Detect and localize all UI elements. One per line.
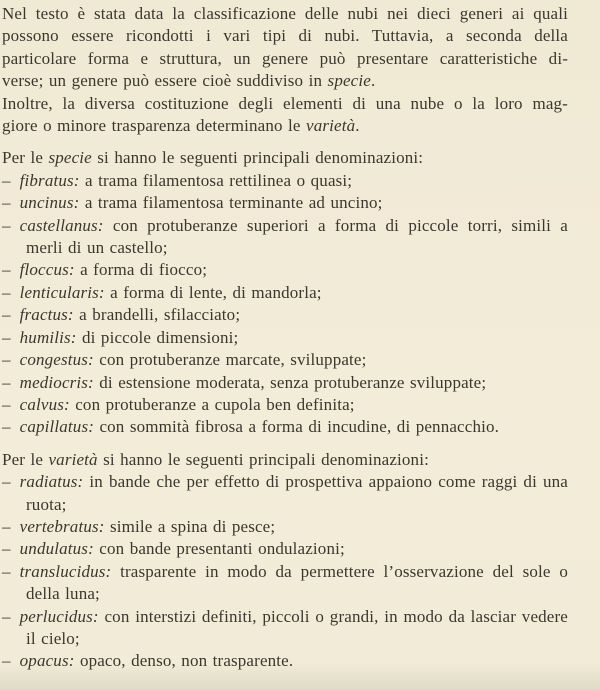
term-name: vertebratus: (19, 516, 105, 536)
term-name: lenticularis: (19, 282, 105, 302)
term-name: undulatus: (19, 539, 94, 559)
term-description: con protuberanze superiori a forma di piccole torri, simili a merli di un castello; (26, 215, 568, 258)
dash-bullet: – (2, 193, 11, 213)
term-description: in bande che per effetto di prospettiva appaiono come raggi di una ruota; (26, 472, 568, 514)
list-item (2, 304, 568, 326)
term-name: radiatus: (19, 472, 84, 492)
term-description: trasparente in modo da permettere l’osservazione del sole o della luna; (26, 561, 568, 604)
term-name: humilis: (19, 327, 77, 347)
dash-bullet: – (2, 539, 11, 559)
term-description: a trama filamentosa terminante ad uncino; (84, 193, 383, 213)
dash-bullet: – (2, 516, 11, 536)
term-name: mediocris: (19, 372, 94, 392)
text-line: Nel testo è stata data la classificazione delle nubi nei dieci generi ai quali (2, 4, 568, 23)
species-heading: Per le specie si hanno le seguenti principali denominazioni: (2, 148, 424, 168)
term-name: capillatus: (19, 417, 95, 437)
list-item (2, 538, 568, 560)
term-name: opacus: (19, 651, 75, 671)
term-description: opaco, denso, non trasparente. (79, 651, 294, 671)
intro-paragraph-2 (2, 93, 568, 138)
species-list (2, 170, 568, 439)
list-item (2, 192, 568, 214)
dash-bullet: – (2, 170, 11, 190)
dash-bullet: – (2, 651, 11, 671)
term-name: perlucidus: (19, 606, 99, 626)
text-line: giore o minore trasparenza determinano le varietà. (2, 116, 360, 136)
dash-bullet: – (2, 350, 11, 370)
dash-bullet: – (2, 372, 11, 392)
list-item (2, 516, 568, 538)
list-item (2, 471, 568, 516)
dash-bullet: – (2, 215, 11, 235)
term-name: congestus: (19, 350, 94, 370)
dash-bullet: – (2, 417, 11, 437)
list-item (2, 416, 568, 438)
list-item (2, 561, 568, 606)
term-description: con protuberanze marcate, sviluppate; (99, 350, 367, 370)
term-name: fractus: (19, 305, 74, 325)
list-item (2, 215, 568, 260)
text-line: particolare forma e struttura, un genere può presentare caratteristiche di- (2, 48, 568, 68)
list-item (2, 170, 568, 192)
list-item (2, 349, 568, 371)
term-name: floccus: (19, 260, 75, 280)
list-item (2, 282, 568, 304)
text-line: possono essere ricondotti i vari tipi di nubi. Tuttavia, a seconda della (2, 26, 568, 46)
term-description: con bande presentanti ondulazioni; (99, 539, 345, 559)
dash-bullet: – (2, 305, 11, 325)
term-description: simile a spina di pesce; (109, 516, 276, 536)
dash-bullet: – (2, 472, 11, 492)
term-name: fibratus: (19, 170, 80, 190)
list-item (2, 650, 568, 672)
varieties-list (2, 471, 568, 673)
intro-paragraph-1 (2, 3, 568, 93)
term-description: a brandelli, sfilacciato; (79, 305, 241, 325)
term-description: a forma di fiocco; (80, 260, 208, 280)
list-item (2, 259, 568, 281)
dash-bullet: – (2, 394, 11, 414)
term-description: con sommità fibrosa a forma di incudine, di pennacchio. (99, 417, 500, 437)
term-description: a trama filamentosa rettilinea o quasi; (84, 170, 353, 190)
dash-bullet: – (2, 260, 11, 280)
term-description: di estensione moderata, senza protuberanze sviluppate; (99, 372, 487, 392)
list-item (2, 606, 568, 651)
term-description: a forma di lente, di mandorla; (110, 282, 322, 302)
dash-bullet: – (2, 606, 11, 626)
term-name: uncinus: (19, 193, 80, 213)
dash-bullet: – (2, 282, 11, 302)
term-description: con interstizi definiti, piccoli o grandi, in modo da lasciar vedere il cielo; (26, 606, 568, 648)
dash-bullet: – (2, 327, 11, 347)
text-line: verse; un genere può essere cioè suddiviso in specie. (2, 71, 376, 91)
varieties-heading: Per le varietà si hanno le seguenti principali denominazioni: (2, 449, 429, 469)
term-description: di piccole dimensioni; (82, 327, 239, 347)
dash-bullet: – (2, 561, 11, 581)
term-name: castellanus: (19, 215, 104, 235)
list-item (2, 394, 568, 416)
term-name: translucidus: (19, 561, 112, 581)
text-line: Inoltre, la diversa costituzione degli elementi di una nube o la loro mag- (2, 93, 568, 113)
term-description: con protuberanze a cupola ben definita; (75, 394, 355, 414)
list-item (2, 372, 568, 394)
term-name: calvus: (19, 394, 70, 414)
list-item (2, 327, 568, 349)
